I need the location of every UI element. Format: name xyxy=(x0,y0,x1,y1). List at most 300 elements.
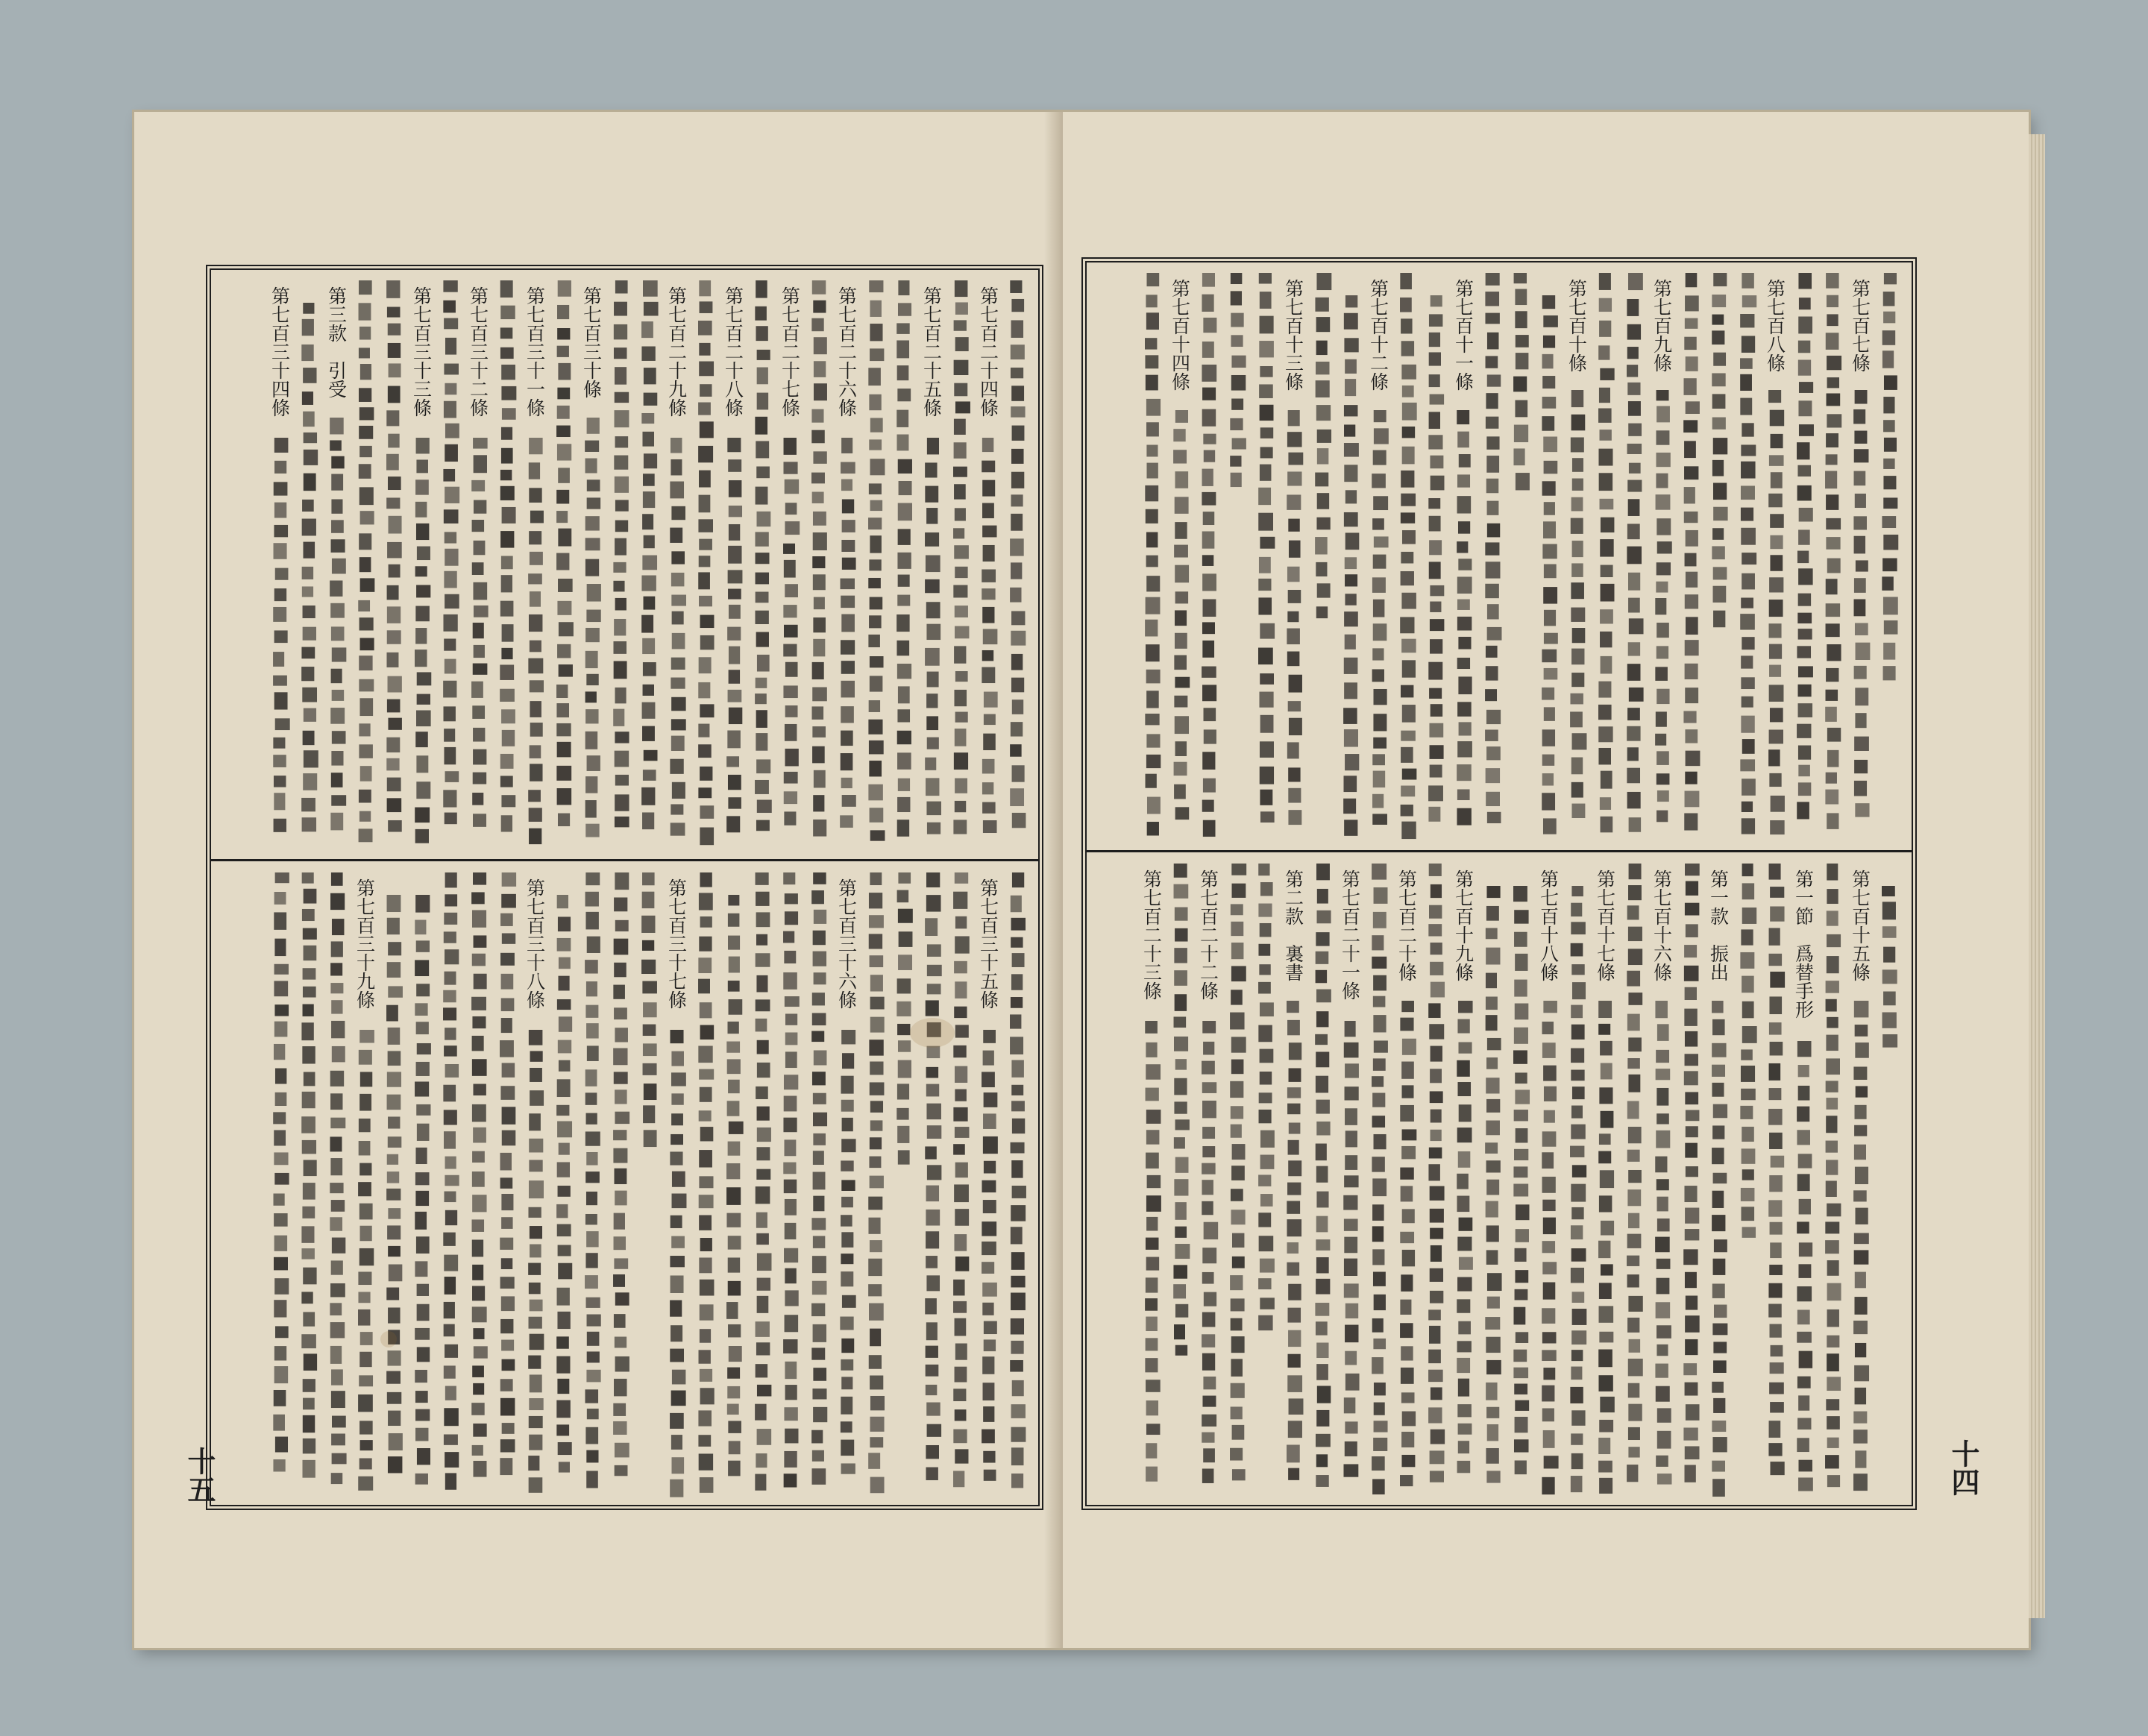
ink-glyph xyxy=(1372,669,1384,682)
ink-glyph xyxy=(1544,633,1558,644)
ink-glyph xyxy=(443,990,456,1002)
ink-glyph xyxy=(1656,406,1670,422)
ink-glyph xyxy=(1600,1170,1614,1188)
ink-glyph xyxy=(1486,456,1499,473)
ink-glyph xyxy=(558,1186,571,1197)
ink-glyph xyxy=(1513,1183,1528,1196)
ink-glyph xyxy=(1883,420,1895,432)
ink-glyph xyxy=(812,492,824,503)
ink-glyph xyxy=(473,438,488,449)
ink-glyph xyxy=(896,340,909,358)
ink-glyph xyxy=(727,1101,740,1116)
ink-glyph xyxy=(445,949,459,964)
ink-glyph xyxy=(330,1158,342,1175)
ink-glyph xyxy=(1288,1308,1301,1323)
ink-glyph xyxy=(331,539,345,553)
ink-glyph xyxy=(896,614,909,632)
ink-glyph xyxy=(585,1005,598,1018)
ink-glyph xyxy=(1316,1364,1328,1380)
ink-glyph xyxy=(1769,600,1783,617)
ink-glyph xyxy=(1685,903,1699,916)
ink-glyph xyxy=(1601,1264,1613,1275)
ink-glyph xyxy=(331,520,344,532)
ink-glyph xyxy=(700,615,715,628)
ink-glyph xyxy=(1514,980,1527,997)
ink-glyph xyxy=(330,1303,342,1315)
ink-glyph xyxy=(1684,966,1699,981)
ink-glyph xyxy=(1656,1456,1668,1467)
right-page xyxy=(1063,112,2029,1648)
ink-glyph xyxy=(501,795,515,807)
ink-glyph xyxy=(756,280,767,298)
ink-glyph xyxy=(1010,1360,1023,1372)
ink-glyph xyxy=(614,347,627,359)
ink-glyph xyxy=(1543,1001,1557,1013)
ink-glyph xyxy=(1175,633,1187,649)
ink-glyph xyxy=(1712,1421,1726,1432)
ink-glyph xyxy=(1826,1081,1838,1092)
ink-glyph xyxy=(1571,1207,1583,1219)
ink-glyph xyxy=(644,535,655,548)
ink-glyph xyxy=(729,708,742,724)
ink-glyph xyxy=(1202,641,1214,658)
ink-glyph xyxy=(1686,1296,1698,1310)
ink-glyph xyxy=(1655,1364,1668,1378)
ink-glyph xyxy=(1428,1370,1443,1382)
ink-glyph xyxy=(785,1429,798,1444)
ink-glyph xyxy=(982,1072,995,1087)
ink-glyph xyxy=(757,393,768,410)
ink-glyph xyxy=(1374,1040,1388,1052)
ink-glyph xyxy=(445,549,458,566)
ink-glyph xyxy=(359,1141,371,1155)
ink-glyph xyxy=(1713,586,1727,603)
ink-glyph xyxy=(1686,1110,1700,1122)
ink-glyph xyxy=(642,812,654,829)
ink-glyph xyxy=(1231,473,1242,487)
ink-glyph xyxy=(472,1219,485,1232)
ink-glyph xyxy=(417,672,432,685)
ink-glyph xyxy=(1486,1015,1498,1031)
ink-glyph xyxy=(500,1319,513,1333)
ink-glyph xyxy=(1514,425,1528,442)
ink-glyph xyxy=(415,502,427,518)
ink-glyph xyxy=(1797,1377,1811,1389)
ink-glyph xyxy=(586,1370,600,1383)
ink-glyph xyxy=(1854,431,1867,444)
ink-glyph xyxy=(1571,1330,1586,1345)
ink-glyph xyxy=(955,337,969,351)
ink-glyph xyxy=(898,686,910,703)
ink-glyph xyxy=(1628,1296,1642,1312)
ink-glyph xyxy=(955,779,967,793)
ink-glyph xyxy=(1827,644,1841,661)
ink-glyph xyxy=(1827,314,1838,326)
ink-glyph xyxy=(1402,386,1414,397)
ink-glyph xyxy=(1486,906,1499,921)
ink-glyph xyxy=(330,813,343,831)
ink-glyph xyxy=(870,1120,883,1130)
ink-glyph xyxy=(1571,964,1584,975)
ink-glyph xyxy=(898,955,912,970)
ink-glyph xyxy=(698,1435,711,1447)
ink-glyph xyxy=(1146,734,1160,747)
ink-glyph xyxy=(1712,1461,1725,1472)
ink-glyph xyxy=(870,656,884,667)
ink-glyph xyxy=(530,511,544,523)
ink-glyph xyxy=(472,1104,486,1122)
ink-glyph xyxy=(359,617,374,630)
ink-glyph xyxy=(1401,1368,1414,1384)
ink-glyph xyxy=(955,1344,967,1360)
ink-glyph xyxy=(1542,295,1555,309)
ink-glyph xyxy=(785,1362,797,1379)
ink-glyph xyxy=(1513,1166,1527,1177)
ink-glyph xyxy=(1740,614,1755,629)
ink-glyph xyxy=(1260,465,1272,481)
ink-glyph xyxy=(870,955,884,967)
ink-glyph xyxy=(842,1118,853,1131)
ink-glyph xyxy=(1486,479,1499,494)
ink-glyph xyxy=(585,960,598,973)
ink-glyph xyxy=(1598,748,1611,764)
ink-glyph xyxy=(841,1197,853,1207)
ink-glyph xyxy=(1770,514,1784,528)
ink-glyph xyxy=(1854,1365,1869,1381)
ink-glyph xyxy=(1628,993,1642,1005)
ink-glyph xyxy=(1713,611,1725,628)
ink-glyph xyxy=(501,1194,513,1210)
ink-glyph xyxy=(302,872,314,884)
ink-glyph xyxy=(1373,714,1387,731)
ink-glyph xyxy=(615,775,629,786)
ink-glyph xyxy=(841,1076,853,1094)
ink-glyph xyxy=(870,1101,883,1113)
ink-glyph xyxy=(1146,1317,1158,1331)
ink-glyph xyxy=(1629,864,1642,879)
ink-glyph xyxy=(813,1151,824,1165)
ink-glyph xyxy=(1202,1272,1214,1284)
ink-glyph xyxy=(586,1298,600,1308)
ink-glyph xyxy=(1855,803,1869,817)
ink-glyph xyxy=(1457,496,1472,513)
page-edge-stack xyxy=(2029,134,2045,1618)
ink-glyph xyxy=(1572,1165,1586,1177)
ink-glyph xyxy=(700,635,715,650)
ink-glyph xyxy=(1202,1334,1215,1347)
ink-glyph xyxy=(1827,559,1841,573)
ink-glyph xyxy=(615,732,629,743)
ink-glyph xyxy=(1487,1424,1498,1441)
ink-glyph xyxy=(641,346,655,360)
ink-glyph xyxy=(585,538,600,550)
ink-glyph xyxy=(386,410,399,426)
ink-glyph xyxy=(982,1430,995,1444)
ink-glyph xyxy=(784,560,796,578)
ink-glyph xyxy=(274,1130,286,1145)
ink-glyph xyxy=(644,393,658,406)
ink-glyph xyxy=(1011,320,1023,338)
ink-glyph xyxy=(1798,782,1811,796)
ink-glyph xyxy=(1826,690,1838,701)
ink-glyph xyxy=(1570,711,1583,727)
ink-glyph xyxy=(387,1172,399,1183)
ink-glyph xyxy=(1627,726,1640,741)
ink-glyph xyxy=(1012,813,1026,828)
ink-glyph xyxy=(1429,562,1441,579)
ink-glyph xyxy=(586,1450,598,1463)
ink-glyph xyxy=(558,529,571,547)
ink-glyph xyxy=(1260,537,1275,549)
ink-glyph xyxy=(1685,1446,1700,1459)
ink-glyph xyxy=(870,1417,885,1432)
ink-glyph xyxy=(1175,610,1187,626)
ink-glyph xyxy=(1627,383,1640,395)
ink-glyph xyxy=(501,386,516,400)
ink-glyph xyxy=(642,892,655,908)
ink-glyph xyxy=(1827,934,1841,947)
ink-glyph xyxy=(274,1152,288,1165)
ink-glyph xyxy=(1260,1259,1275,1273)
ink-glyph xyxy=(841,1100,854,1112)
ink-glyph xyxy=(557,644,571,658)
ink-glyph xyxy=(1457,702,1472,717)
ink-glyph xyxy=(728,1421,741,1432)
ink-glyph xyxy=(444,1302,455,1318)
ink-glyph xyxy=(1401,786,1415,797)
ink-glyph xyxy=(415,1191,429,1206)
ink-glyph xyxy=(557,1312,570,1329)
ink-glyph xyxy=(1685,664,1698,679)
ink-glyph xyxy=(1011,918,1026,931)
paper-stain xyxy=(910,1018,955,1048)
ink-glyph xyxy=(641,787,655,805)
ink-glyph xyxy=(1259,273,1272,283)
ink-glyph xyxy=(927,1125,942,1139)
ink-glyph xyxy=(615,1028,628,1042)
ink-glyph xyxy=(1012,1186,1026,1198)
ink-glyph xyxy=(1712,394,1726,409)
ink-glyph xyxy=(530,1374,542,1392)
ink-glyph xyxy=(698,321,712,336)
ink-glyph xyxy=(332,1453,347,1465)
ink-glyph xyxy=(1798,1477,1813,1491)
ink-glyph xyxy=(784,625,798,638)
ink-glyph xyxy=(898,1040,911,1051)
article-heading: 第七百十條 xyxy=(1566,279,1588,372)
ink-glyph xyxy=(359,280,372,295)
ink-glyph xyxy=(360,1332,373,1345)
ink-glyph xyxy=(1231,313,1243,327)
ink-glyph xyxy=(1656,1113,1669,1124)
ink-glyph xyxy=(1175,741,1187,756)
ink-glyph xyxy=(1542,354,1554,368)
ink-glyph xyxy=(1571,1225,1583,1239)
ink-glyph xyxy=(898,303,911,315)
ink-glyph xyxy=(528,1356,541,1369)
ink-glyph xyxy=(1856,560,1868,571)
ink-glyph xyxy=(1628,1404,1642,1421)
ink-glyph xyxy=(1430,394,1445,405)
ink-glyph xyxy=(1174,1016,1187,1028)
ink-glyph xyxy=(472,1239,483,1257)
ink-glyph xyxy=(954,646,966,663)
ink-glyph xyxy=(1684,466,1698,479)
ink-glyph xyxy=(698,682,710,698)
ink-glyph xyxy=(699,556,711,567)
ink-glyph xyxy=(1571,1106,1583,1119)
ink-glyph xyxy=(1827,1416,1840,1430)
ink-glyph xyxy=(360,364,371,380)
ink-glyph xyxy=(1854,578,1866,593)
ink-glyph xyxy=(1884,273,1897,284)
ink-glyph xyxy=(1628,1427,1640,1440)
ink-glyph xyxy=(756,1364,767,1377)
ink-glyph xyxy=(1742,637,1754,650)
ink-glyph xyxy=(1459,1104,1472,1122)
ink-glyph xyxy=(813,795,824,811)
ink-glyph xyxy=(1486,1337,1500,1353)
ink-glyph xyxy=(587,584,601,602)
ink-glyph xyxy=(474,500,486,514)
ink-glyph xyxy=(1771,796,1785,812)
ink-glyph xyxy=(841,753,853,770)
ink-glyph xyxy=(1712,1019,1725,1035)
ink-glyph xyxy=(557,999,571,1010)
ink-glyph xyxy=(1429,333,1440,347)
ink-glyph xyxy=(1742,883,1754,899)
ink-glyph xyxy=(501,1217,512,1229)
ink-glyph xyxy=(870,1329,881,1347)
ink-glyph xyxy=(585,1069,597,1086)
ink-glyph xyxy=(1402,530,1416,544)
ink-glyph xyxy=(1884,438,1897,452)
ink-glyph xyxy=(1175,1119,1190,1130)
ink-glyph xyxy=(415,1172,430,1185)
ink-glyph xyxy=(1373,600,1384,617)
ink-glyph xyxy=(1741,1089,1756,1100)
ink-glyph xyxy=(274,1004,289,1016)
ink-glyph xyxy=(896,1001,911,1016)
ink-glyph xyxy=(1628,1037,1642,1051)
ink-glyph xyxy=(1232,1469,1246,1480)
ink-glyph xyxy=(729,999,743,1015)
ink-glyph xyxy=(1712,1125,1724,1139)
ink-glyph xyxy=(1147,822,1159,835)
ink-glyph xyxy=(1344,1175,1358,1187)
ink-glyph xyxy=(898,529,911,545)
ink-glyph xyxy=(1769,730,1783,744)
ink-glyph xyxy=(729,524,740,541)
ink-glyph xyxy=(1741,1066,1755,1082)
ink-glyph xyxy=(274,1300,286,1317)
ink-glyph xyxy=(1317,889,1328,904)
ink-glyph xyxy=(1401,822,1416,839)
ink-glyph xyxy=(615,1356,629,1372)
ink-glyph xyxy=(756,678,767,688)
ink-glyph xyxy=(670,1151,682,1165)
ink-glyph xyxy=(983,1383,995,1400)
ink-glyph xyxy=(359,1248,374,1265)
ink-glyph xyxy=(812,556,825,568)
ink-glyph xyxy=(1287,567,1300,582)
ink-glyph xyxy=(925,486,938,503)
ink-glyph xyxy=(445,1452,459,1468)
ink-glyph xyxy=(1203,512,1215,525)
ink-glyph xyxy=(1288,788,1301,803)
ink-glyph xyxy=(813,1407,827,1422)
ink-glyph xyxy=(1769,665,1781,677)
ink-glyph xyxy=(1011,974,1023,990)
ink-glyph xyxy=(1627,1318,1639,1333)
ink-glyph xyxy=(671,1215,682,1228)
ink-glyph xyxy=(1656,474,1668,488)
ink-glyph xyxy=(1713,1104,1727,1119)
ink-glyph xyxy=(755,417,767,435)
ink-glyph xyxy=(698,744,712,758)
ink-glyph xyxy=(1683,1427,1698,1440)
ink-glyph xyxy=(1571,415,1586,431)
ink-glyph xyxy=(955,671,968,682)
ink-glyph xyxy=(473,1461,486,1477)
ink-glyph xyxy=(1486,710,1501,724)
ink-glyph xyxy=(501,1340,514,1351)
ink-glyph xyxy=(642,638,655,654)
ink-glyph xyxy=(615,1292,629,1305)
ink-glyph xyxy=(1742,1169,1754,1180)
ink-glyph xyxy=(359,1352,371,1367)
ink-glyph xyxy=(1428,1350,1441,1364)
ink-glyph xyxy=(388,1208,401,1219)
ink-glyph xyxy=(1656,562,1671,575)
ink-glyph xyxy=(1344,512,1358,526)
ink-glyph xyxy=(1174,784,1186,799)
ink-glyph xyxy=(814,383,827,400)
ink-glyph xyxy=(415,1328,430,1340)
ink-glyph xyxy=(1685,295,1699,311)
ink-glyph xyxy=(785,1139,797,1156)
ink-glyph xyxy=(387,585,399,600)
ink-glyph xyxy=(1146,1110,1161,1124)
ink-glyph xyxy=(812,1256,826,1273)
ink-glyph xyxy=(1684,337,1696,350)
ink-glyph xyxy=(955,302,968,314)
ink-glyph xyxy=(1855,1343,1866,1357)
ink-glyph xyxy=(358,1394,373,1412)
ink-glyph xyxy=(274,1022,288,1037)
ink-glyph xyxy=(1713,1398,1725,1413)
ink-glyph xyxy=(1345,754,1359,770)
article-heading: 第七百二十一條 xyxy=(1339,869,1361,1000)
ink-glyph xyxy=(330,983,343,993)
ink-glyph xyxy=(472,954,486,966)
ink-glyph xyxy=(756,975,767,993)
ink-glyph xyxy=(1287,629,1300,644)
ink-glyph xyxy=(699,596,712,606)
ink-glyph xyxy=(359,723,370,736)
ink-glyph xyxy=(1289,1042,1301,1060)
ink-glyph xyxy=(1487,333,1499,350)
ink-glyph xyxy=(955,280,968,297)
ink-glyph xyxy=(1571,1367,1582,1380)
ink-glyph xyxy=(473,664,488,675)
ink-glyph xyxy=(1514,1439,1529,1452)
ink-glyph xyxy=(642,940,654,951)
ink-glyph xyxy=(869,483,882,494)
ink-glyph xyxy=(1542,1177,1556,1193)
ink-glyph xyxy=(982,1221,996,1236)
ink-glyph xyxy=(1516,353,1529,369)
